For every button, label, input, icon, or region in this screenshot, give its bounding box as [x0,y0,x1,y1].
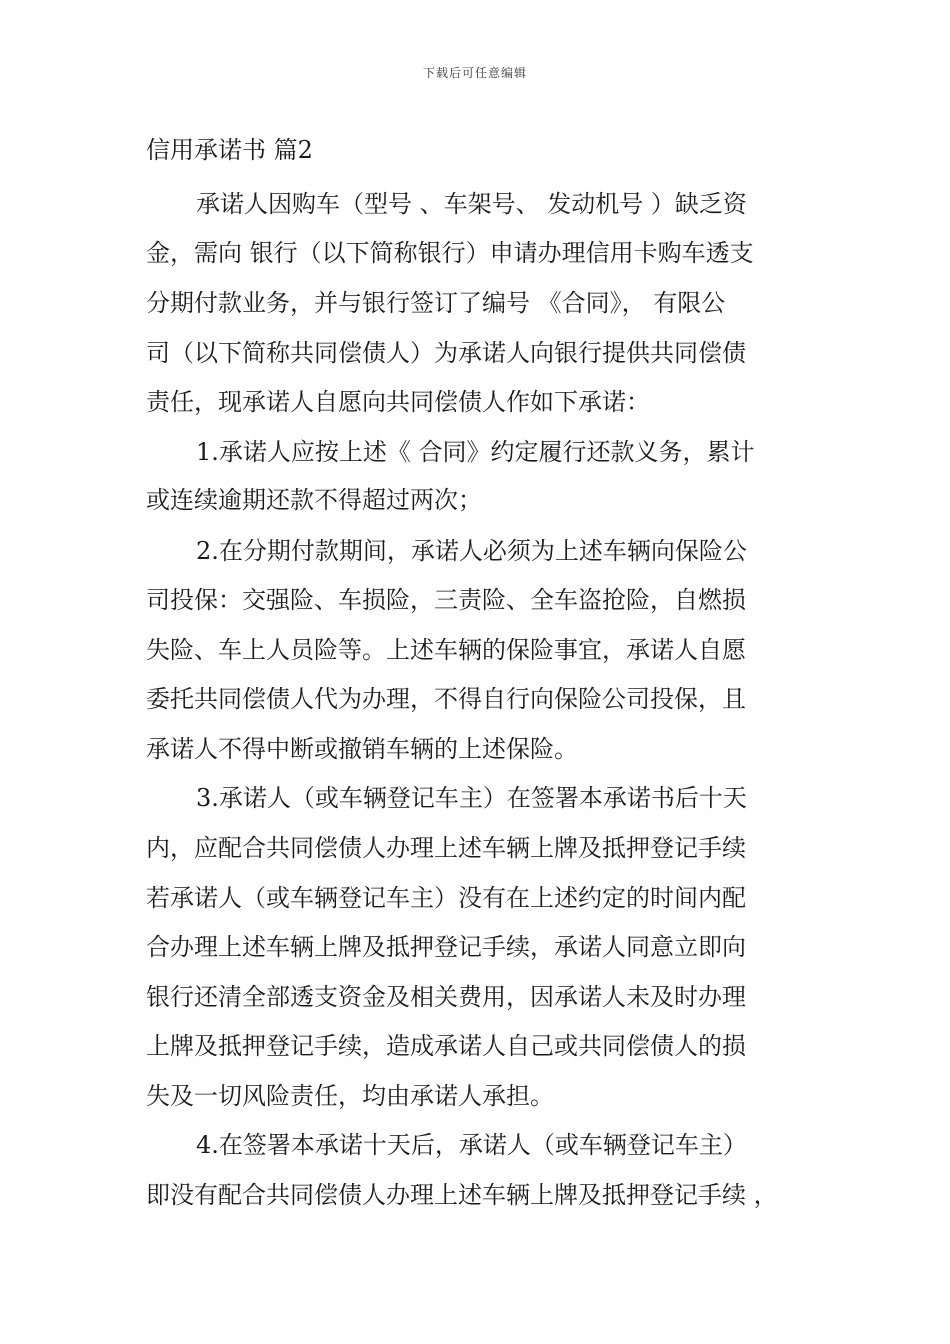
body-line: 上牌及抵押登记手续，造成承诺人自己或共同偿债人的损 [146,1032,746,1060]
body-line: 3.承诺人（或车辆登记车主）在签署本承诺书后十天 [196,784,747,812]
body-line: 若承诺人（或车辆登记车主）没有在上述约定的时间内配 [146,884,746,912]
body-line: 或连续逾期还款不得超过两次； [146,486,482,514]
page-header-note: 下载后可任意编辑 [422,66,527,80]
body-line: 金，需向 银行（以下简称银行）申请办理信用卡购车透支 [146,239,754,267]
body-line: 银行还清全部透支资金及相关费用，因承诺人未及时办理 [146,983,746,1011]
body-line: 司（以下简称共同偿债人）为承诺人向银行提供共同偿债 [146,339,746,367]
body-line: 委托共同偿债人代为办理，不得自行向保险公司投保，且 [146,685,746,713]
document-title: 信用承诺书 篇2 [146,136,313,164]
body-line: 1.承诺人应按上述《 合同》约定履行还款义务，累计 [196,438,755,466]
body-line: 失及一切风险责任，均由承诺人承担。 [146,1082,554,1110]
body-line: 即没有配合共同偿债人办理上述车辆上牌及抵押登记手续 ， [146,1181,778,1209]
body-line: 失险、车上人员险等。上述车辆的保险事宜，承诺人自愿 [146,636,746,664]
body-line: 承诺人因购车（型号 、车架号、 发动机号 ）缺乏资 [196,190,747,218]
body-line: 合办理上述车辆上牌及抵押登记手续，承诺人同意立即向 [146,933,746,961]
body-line: 4.在签署本承诺十天后，承诺人（或车辆登记车主） [196,1131,747,1159]
body-line: 承诺人不得中断或撤销车辆的上述保险。 [146,735,578,763]
body-line: 内，应配合共同偿债人办理上述车辆上牌及抵押登记手续 [146,834,746,862]
body-line: 2.在分期付款期间，承诺人必须为上述车辆向保险公 [196,537,747,565]
body-line: 分期付款业务，并与银行签订了编号 《合同》， 有限公 [146,289,726,317]
body-line: 司投保：交强险、车损险，三责险、全车盗抢险，自燃损 [146,586,746,614]
body-line: 责任，现承诺人自愿向共同偿债人作如下承诺： [146,388,650,416]
